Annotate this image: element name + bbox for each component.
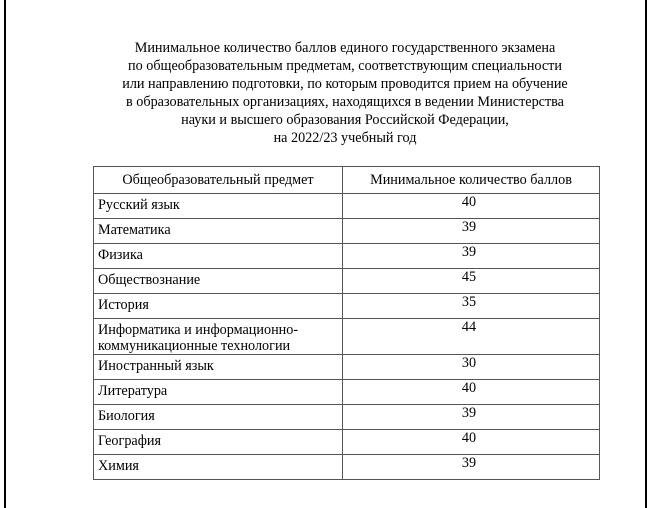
score-cell: 40	[343, 430, 600, 455]
score-cell: 39	[343, 405, 600, 430]
subject-cell: Литература	[94, 380, 343, 405]
table-row	[94, 294, 600, 319]
score-cell: 39	[343, 455, 600, 480]
subject-cell: Биология	[94, 405, 343, 430]
score-cell: 40	[343, 194, 600, 219]
subject-cell: История	[94, 294, 343, 319]
table-row	[94, 430, 600, 455]
title-line: науки и высшего образования Российской Федерации,	[181, 112, 509, 128]
score-cell: 39	[343, 219, 600, 244]
page-border-left	[4, 0, 6, 508]
score-cell: 39	[343, 244, 600, 269]
table-row	[94, 319, 600, 355]
document-title	[95, 39, 595, 147]
subject-cell: Физика	[94, 244, 343, 269]
table-row	[94, 269, 600, 294]
table-row	[94, 355, 600, 380]
title-line: Минимальное количество баллов единого государственного экзамена	[134, 40, 556, 56]
title-line: по общеобразовательным предметам, соответствующим специальности	[128, 58, 562, 74]
subject-cell: Информатика и информационно-коммуникационные технологии	[94, 319, 343, 355]
score-cell: 40	[343, 380, 600, 405]
title-line: в образовательных организациях, находящихся в ведении Министерства	[126, 94, 564, 110]
title-line: или направлению подготовки, по которым проводится прием на обучение	[122, 76, 568, 92]
table-row	[94, 244, 600, 269]
title-line: на 2022/23 учебный год	[273, 130, 417, 146]
subject-cell: География	[94, 430, 343, 455]
subject-cell: Химия	[94, 455, 343, 480]
table-header-row	[94, 167, 600, 194]
header-min-score: Минимальное количество баллов	[343, 167, 600, 194]
score-cell: 44	[343, 319, 600, 355]
table-row	[94, 455, 600, 480]
subject-cell: Обществознание	[94, 269, 343, 294]
score-cell: 45	[343, 269, 600, 294]
subject-cell: Математика	[94, 219, 343, 244]
subject-cell: Иностранный язык	[94, 355, 343, 380]
score-cell: 35	[343, 294, 600, 319]
score-cell: 30	[343, 355, 600, 380]
table-row	[94, 380, 600, 405]
header-subject: Общеобразовательный предмет	[94, 167, 343, 194]
table-row	[94, 219, 600, 244]
page-border-right	[645, 0, 647, 508]
table-row	[94, 194, 600, 219]
scores-table	[93, 166, 600, 480]
table-row	[94, 405, 600, 430]
subject-cell: Русский язык	[94, 194, 343, 219]
